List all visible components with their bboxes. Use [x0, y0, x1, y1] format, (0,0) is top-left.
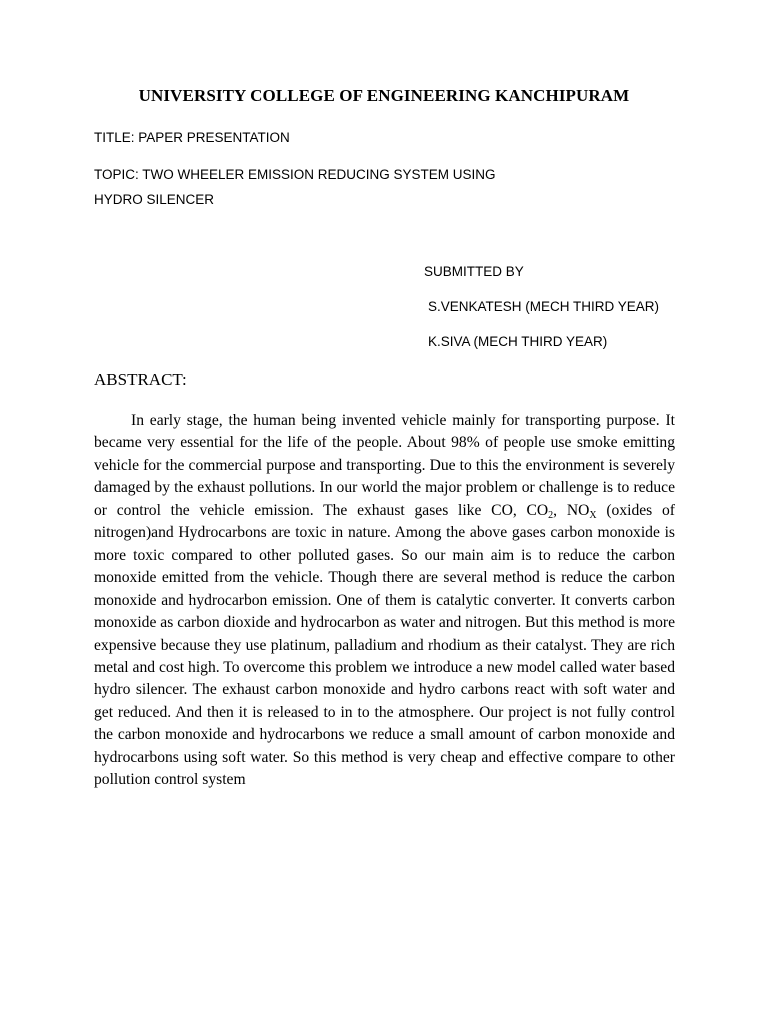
abstract-text-part-3: (oxides of nitrogen)and Hydrocarbons are toxic in nature. Among the above gases carbon monoxide is more toxic compared to other polluted gases. So our main aim is to reduce the carbon monoxide emitted from the vehicle. Though there are several method is reduce the carbon monoxide and hydrocarbon emission. One of them is catalytic converter. It converts carbon monoxide as carbon dioxide and hydrocarbon as water and nitrogen. But this method is more expensive because they use platinum, palladium and rhodium as their catalyst. They are rich metal and cost high. To overcome this problem we introduce a new model called water based hydro silencer. The exhaust carbon monoxide and hydro carbons react with soft water and get reduced. And then it is released to in to the atmosphere. Our project is not fully control the carbon monoxide and hydrocarbons we reduce a small amount of carbon monoxide and hydrocarbons using soft water. So this method is very cheap and effective compare to other pollution control system	[94, 501, 675, 789]
abstract-body	[94, 410, 675, 792]
author-2: K.SIVA (MECH THIRD YEAR)	[428, 334, 608, 349]
author-1: S.VENKATESH (MECH THIRD YEAR)	[428, 299, 660, 314]
submitted-by-label: SUBMITTED BY	[424, 264, 524, 279]
topic-line-1: TOPIC: TWO WHEELER EMISSION REDUCING SYSTEM USING	[94, 167, 496, 182]
co2-subscript: 2	[548, 509, 554, 521]
title-line: TITLE: PAPER PRESENTATION	[94, 130, 290, 145]
topic-line-2: HYDRO SILENCER	[94, 192, 215, 207]
institution-heading: UNIVERSITY COLLEGE OF ENGINEERING KANCHIPURAM	[138, 86, 630, 105]
abstract-heading: ABSTRACT:	[94, 370, 187, 389]
abstract-text-part-2: , NO	[553, 501, 590, 519]
abstract-paragraph	[94, 410, 675, 792]
nox-subscript: X	[589, 509, 597, 521]
abstract-text-part-1: In early stage, the human being invented vehicle mainly for transporting purpose. It became very essential for the life of the people. About 98% of people use smoke emitting vehicle for the commercial purpose and transporting. Due to this the environment is severely damaged by the exhaust pollutions. In our world the major problem or challenge is to reduce or control the vehicle emission. The exhaust gases like CO, CO	[94, 412, 675, 519]
